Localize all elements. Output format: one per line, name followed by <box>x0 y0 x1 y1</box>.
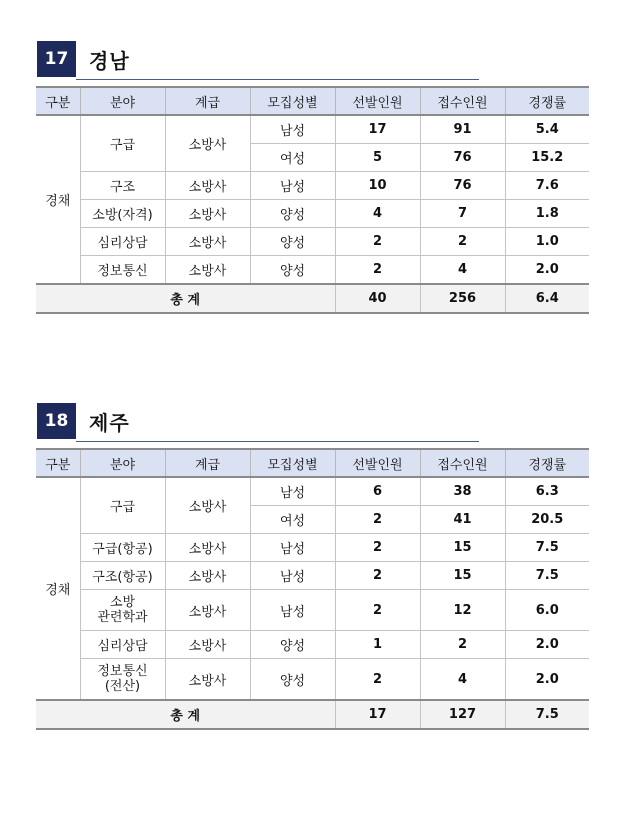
gender-cell: 남성 <box>250 590 335 631</box>
selected-cell: 10 <box>335 172 420 200</box>
rank-cell: 소방사 <box>165 172 250 200</box>
applied-cell: 38 <box>420 477 505 506</box>
selected-cell: 2 <box>335 256 420 285</box>
header-field: 분야 <box>80 449 165 477</box>
applied-cell: 91 <box>420 115 505 144</box>
gender-cell: 양성 <box>250 631 335 659</box>
gender-cell: 양성 <box>250 659 335 701</box>
table-row <box>36 256 589 285</box>
section-header <box>37 41 479 81</box>
selected-cell: 2 <box>335 228 420 256</box>
field-line: (전산) <box>104 679 141 694</box>
applied-cell: 4 <box>420 659 505 701</box>
table-row <box>36 590 589 631</box>
ratio-cell: 2.0 <box>505 659 589 701</box>
table-row <box>36 534 589 562</box>
header-category: 구분 <box>36 449 80 477</box>
selected-cell: 6 <box>335 477 420 506</box>
table-row <box>36 172 589 200</box>
header-rank: 계급 <box>165 87 250 115</box>
field-cell: 정보통신 <box>80 256 165 285</box>
header-ratio: 경쟁률 <box>505 449 589 477</box>
rank-cell: 소방사 <box>165 534 250 562</box>
applied-cell: 7 <box>420 200 505 228</box>
table-row <box>36 659 589 701</box>
total-row <box>36 700 589 729</box>
header-rank: 계급 <box>165 449 250 477</box>
section-header <box>37 403 479 443</box>
title-underline <box>76 79 479 80</box>
field-cell: 구급 <box>80 477 165 534</box>
table-row <box>36 200 589 228</box>
header-field: 분야 <box>80 87 165 115</box>
field-cell: 심리상담 <box>80 631 165 659</box>
field-cell: 구조(항공) <box>80 562 165 590</box>
ratio-cell: 6.0 <box>505 590 589 631</box>
rank-cell: 소방사 <box>165 477 250 534</box>
header-applied: 접수인원 <box>420 87 505 115</box>
table-row <box>36 562 589 590</box>
applied-cell: 76 <box>420 172 505 200</box>
ratio-cell: 7.5 <box>505 562 589 590</box>
ratio-cell: 20.5 <box>505 506 589 534</box>
recruitment-table <box>36 86 589 314</box>
ratio-cell: 15.2 <box>505 144 589 172</box>
total-ratio: 6.4 <box>505 284 589 313</box>
rank-cell: 소방사 <box>165 659 250 701</box>
header-selected: 선발인원 <box>335 87 420 115</box>
gender-cell: 남성 <box>250 534 335 562</box>
applied-cell: 76 <box>420 144 505 172</box>
table-header-row <box>36 449 589 477</box>
total-row <box>36 284 589 313</box>
rank-cell: 소방사 <box>165 200 250 228</box>
gender-cell: 남성 <box>250 562 335 590</box>
rank-cell: 소방사 <box>165 562 250 590</box>
header-ratio: 경쟁률 <box>505 87 589 115</box>
total-selected: 40 <box>335 284 420 313</box>
selected-cell: 4 <box>335 200 420 228</box>
field-line: 정보통신 <box>97 664 148 679</box>
ratio-cell: 6.3 <box>505 477 589 506</box>
gender-cell: 여성 <box>250 144 335 172</box>
field-cell: 심리상담 <box>80 228 165 256</box>
total-selected: 17 <box>335 700 420 729</box>
header-category: 구분 <box>36 87 80 115</box>
header-applied: 접수인원 <box>420 449 505 477</box>
field-line: 관련학과 <box>97 610 148 625</box>
table-row <box>36 115 589 144</box>
applied-cell: 2 <box>420 631 505 659</box>
selected-cell: 1 <box>335 631 420 659</box>
applied-cell: 41 <box>420 506 505 534</box>
ratio-cell: 5.4 <box>505 115 589 144</box>
field-cell: 구급 <box>80 115 165 172</box>
total-label: 총 계 <box>36 700 335 729</box>
rank-cell: 소방사 <box>165 590 250 631</box>
header-selected: 선발인원 <box>335 449 420 477</box>
category-cell: 경채 <box>36 115 80 284</box>
field-cell: 구급(항공) <box>80 534 165 562</box>
header-gender: 모집성별 <box>250 87 335 115</box>
total-applied: 256 <box>420 284 505 313</box>
gender-cell: 양성 <box>250 256 335 285</box>
rank-cell: 소방사 <box>165 115 250 172</box>
section-number-badge: 17 <box>37 41 76 77</box>
selected-cell: 2 <box>335 590 420 631</box>
gender-cell: 남성 <box>250 477 335 506</box>
field-line: 소방 <box>109 595 136 610</box>
ratio-cell: 7.5 <box>505 534 589 562</box>
section-number-badge: 18 <box>37 403 76 439</box>
header-gender: 모집성별 <box>250 449 335 477</box>
gender-cell: 양성 <box>250 200 335 228</box>
rank-cell: 소방사 <box>165 228 250 256</box>
total-label: 총 계 <box>36 284 335 313</box>
field-cell <box>80 659 165 701</box>
table-row <box>36 228 589 256</box>
ratio-cell: 7.6 <box>505 172 589 200</box>
field-cell <box>80 590 165 631</box>
gender-cell: 남성 <box>250 172 335 200</box>
selected-cell: 2 <box>335 506 420 534</box>
category-cell: 경채 <box>36 477 80 700</box>
selected-cell: 17 <box>335 115 420 144</box>
gender-cell: 남성 <box>250 115 335 144</box>
applied-cell: 15 <box>420 562 505 590</box>
ratio-cell: 2.0 <box>505 256 589 285</box>
selected-cell: 2 <box>335 562 420 590</box>
section-title: 경남 <box>89 49 130 73</box>
gender-cell: 여성 <box>250 506 335 534</box>
total-ratio: 7.5 <box>505 700 589 729</box>
applied-cell: 4 <box>420 256 505 285</box>
ratio-cell: 2.0 <box>505 631 589 659</box>
applied-cell: 12 <box>420 590 505 631</box>
selected-cell: 2 <box>335 534 420 562</box>
table-row <box>36 631 589 659</box>
selected-cell: 5 <box>335 144 420 172</box>
gender-cell: 양성 <box>250 228 335 256</box>
total-applied: 127 <box>420 700 505 729</box>
section-title: 제주 <box>89 411 130 435</box>
table-row <box>36 477 589 506</box>
rank-cell: 소방사 <box>165 631 250 659</box>
field-cell: 구조 <box>80 172 165 200</box>
ratio-cell: 1.8 <box>505 200 589 228</box>
table-header-row <box>36 87 589 115</box>
applied-cell: 15 <box>420 534 505 562</box>
ratio-cell: 1.0 <box>505 228 589 256</box>
applied-cell: 2 <box>420 228 505 256</box>
field-cell: 소방(자격) <box>80 200 165 228</box>
recruitment-table <box>36 448 589 730</box>
selected-cell: 2 <box>335 659 420 701</box>
title-underline <box>76 441 479 442</box>
rank-cell: 소방사 <box>165 256 250 285</box>
